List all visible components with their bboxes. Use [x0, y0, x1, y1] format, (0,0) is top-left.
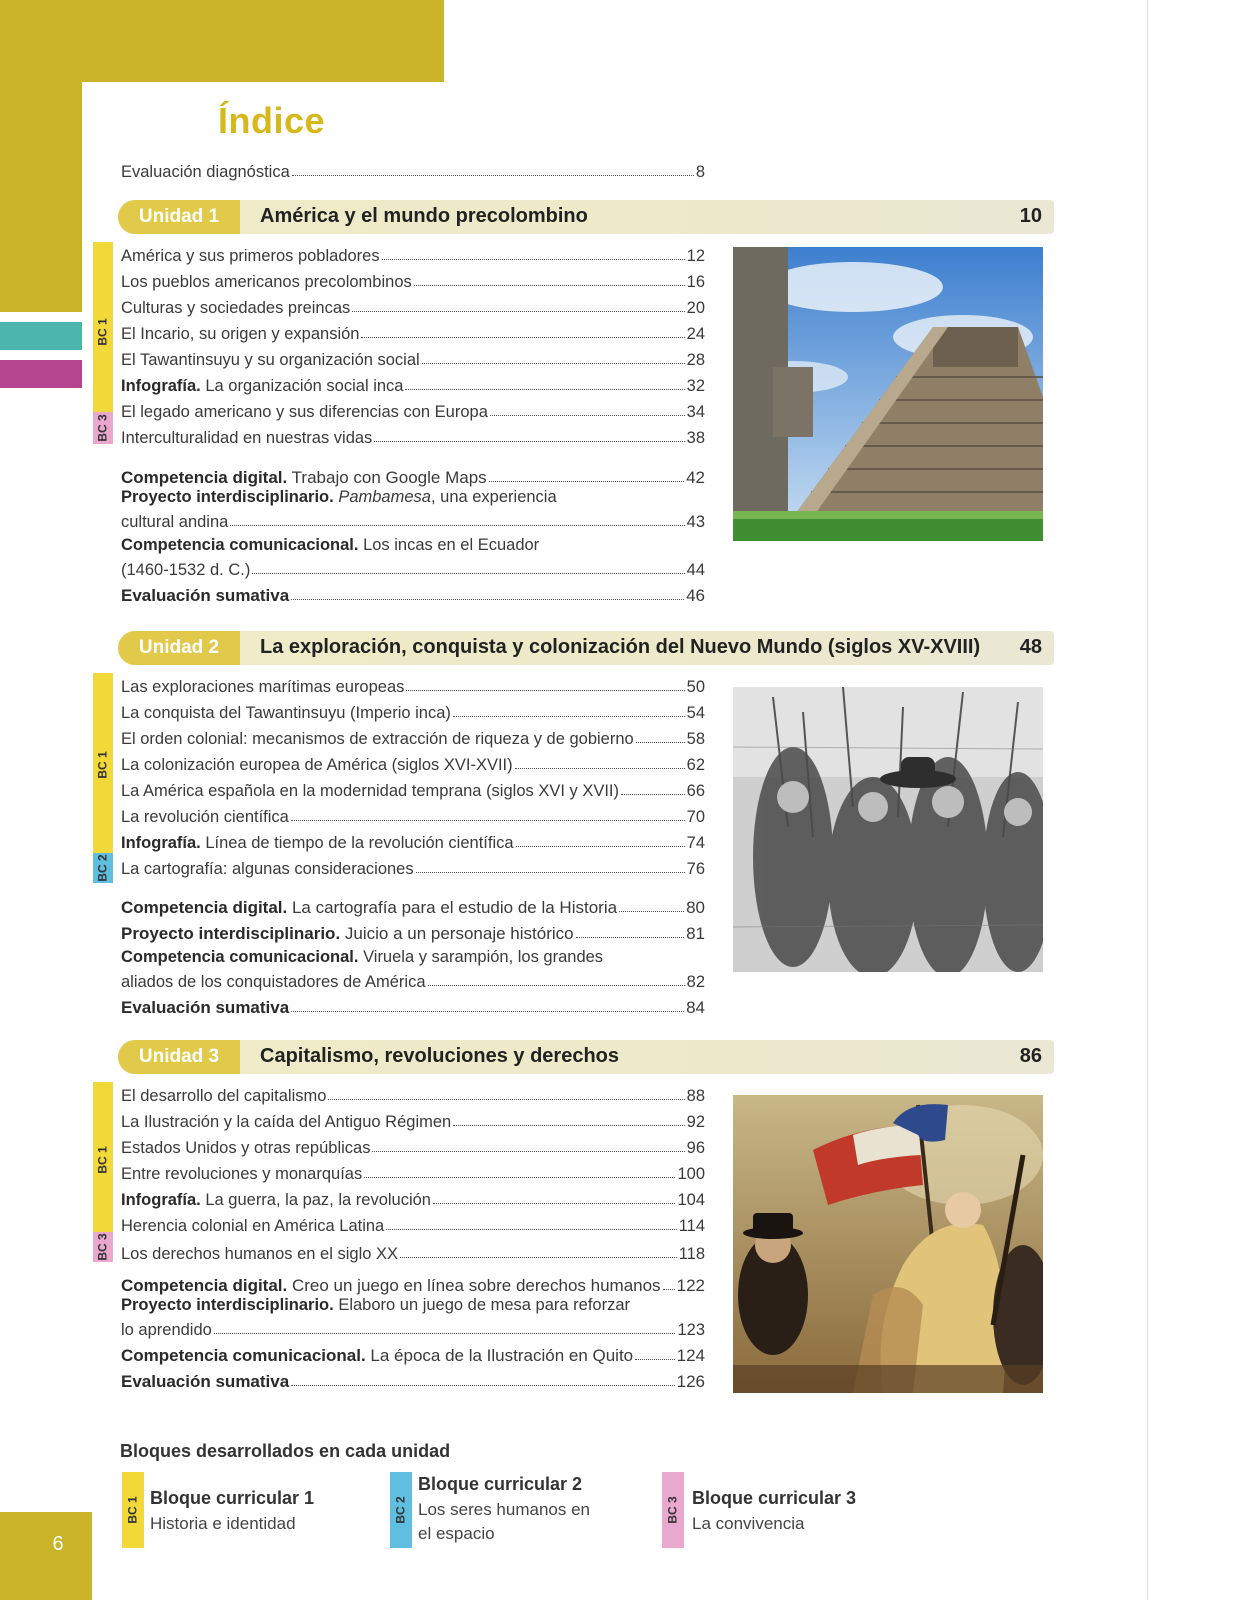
legend-head: Bloque curricular 1 — [150, 1488, 315, 1508]
toc-entry[interactable]: América y sus primeros pobladores 12 — [121, 247, 705, 265]
unit-2-extras — [121, 892, 705, 1018]
unit-1-lessons — [121, 240, 705, 448]
toc-entry-evaluacion[interactable]: Evaluación sumativa 46 — [121, 586, 705, 605]
unit-tag: Unidad 2 — [118, 631, 240, 665]
toc-entry-evaluacion[interactable]: Evaluación sumativa 126 — [121, 1372, 705, 1391]
legend-head: Bloque curricular 2 — [418, 1474, 583, 1494]
toc-entry-evaluacion[interactable]: Evaluación sumativa 84 — [121, 998, 705, 1017]
toc-entry-proyecto[interactable]: Proyecto interdisciplinario. Juicio a un personaje histórico 81 — [121, 924, 705, 943]
pyramid-photo — [733, 247, 1043, 541]
legend-sub: el espacio — [418, 1524, 495, 1543]
toc-entry[interactable]: El legado americano y sus diferencias con Europa 34 — [121, 403, 705, 421]
toc-entry[interactable]: Las exploraciones marítimas europeas 50 — [121, 678, 705, 696]
unit-3-lessons — [121, 1080, 705, 1264]
unit-3-extras — [121, 1270, 705, 1392]
toc-entry[interactable]: La Ilustración y la caída del Antiguo Régimen 92 — [121, 1113, 705, 1131]
toc-entry[interactable]: La conquista del Tawantinsuyu (Imperio inca) 54 — [121, 704, 705, 722]
teal-accent-bar — [0, 322, 82, 350]
unit-page: 86 — [1019, 1045, 1042, 1067]
bc1-swatch-label: BC 1 — [126, 1496, 140, 1524]
toc-entry[interactable]: El orden colonial: mecanismos de extracción de riqueza y de gobierno 58 — [121, 730, 705, 748]
bc2-label: BC 2 — [96, 854, 110, 882]
legend-bc1 — [122, 1472, 362, 1548]
bc3-label: BC 3 — [96, 414, 110, 442]
toc-entry-page: 8 — [695, 163, 705, 181]
side-color-band — [0, 82, 82, 312]
header-color-band — [0, 0, 444, 82]
toc-entry-comunicacional-cont[interactable]: (1460-1532 d. C.) 44 — [121, 561, 705, 579]
toc-entry[interactable]: La revolución científica 70 — [121, 808, 705, 826]
toc-entry-comunicacional[interactable]: Competencia comunicacional. Los incas en el Ecuador — [121, 536, 540, 554]
unit-tag: Unidad 3 — [118, 1040, 240, 1074]
toc-entry[interactable]: Infografía. La organización social inca 32 — [121, 377, 705, 395]
toc-entry[interactable]: El desarrollo del capitalismo 88 — [121, 1087, 705, 1105]
bc2-swatch-label: BC 2 — [394, 1496, 408, 1524]
unit-name: Capitalismo, revoluciones y derechos — [260, 1045, 620, 1067]
toc-entry[interactable]: La América española en la modernidad temprana (siglos XVI y XVII) 66 — [121, 782, 705, 800]
toc-entry-proyecto-cont[interactable]: cultural andina 43 — [121, 513, 705, 531]
toc-entry-proyecto[interactable]: Proyecto interdisciplinario. Pambamesa, una experiencia — [121, 488, 557, 506]
toc-entry[interactable]: Los pueblos americanos precolombinos 16 — [121, 273, 705, 291]
toc-entry-competencia-digital[interactable]: Competencia digital. Creo un juego en línea sobre derechos humanos 122 — [121, 1276, 705, 1295]
unit-tag: Unidad 1 — [118, 200, 240, 234]
toc-entry-proyecto-cont[interactable]: lo aprendido 123 — [121, 1321, 705, 1339]
toc-entry-diagnostica[interactable] — [121, 156, 705, 182]
page-edge-line — [1147, 0, 1148, 1600]
unit-2-header[interactable] — [118, 631, 1054, 665]
dot-leader — [292, 174, 694, 176]
conquest-engraving — [733, 687, 1043, 972]
bc3-label: BC 3 — [96, 1233, 110, 1261]
unit-1-extras — [121, 462, 705, 606]
toc-entry[interactable]: Entre revoluciones y monarquías 100 — [121, 1165, 705, 1183]
bc1-label: BC 1 — [96, 318, 110, 346]
legend-sub: Los seres humanos en — [418, 1500, 590, 1519]
legend-bc3 — [662, 1472, 902, 1548]
toc-entry[interactable]: Estados Unidos y otras repúblicas 96 — [121, 1139, 705, 1157]
bc3-swatch-label: BC 3 — [666, 1496, 680, 1524]
legend-head: Bloque curricular 3 — [692, 1488, 857, 1508]
page-number: 6 — [52, 1532, 64, 1555]
toc-entry[interactable]: Los derechos humanos en el siglo XX 118 — [121, 1245, 705, 1263]
toc-entry-competencia-digital[interactable]: Competencia digital. Trabajo con Google Maps 42 — [121, 468, 705, 487]
toc-entry-comunicacional[interactable]: Competencia comunicacional. Viruela y sarampión, los grandes — [121, 948, 604, 966]
unit-1-header[interactable] — [118, 200, 1054, 234]
toc-entry[interactable]: Culturas y sociedades preincas 20 — [121, 299, 705, 317]
legend-title: Bloques desarrollados en cada unidad — [120, 1441, 451, 1461]
toc-entry-label: Evaluación diagnóstica — [121, 163, 290, 181]
toc-entry-proyecto[interactable]: Proyecto interdisciplinario. Elaboro un juego de mesa para reforzar — [121, 1296, 630, 1314]
bc1-label: BC 1 — [96, 1146, 110, 1174]
unit-3-header[interactable] — [118, 1040, 1054, 1074]
toc-entry[interactable]: La colonización europea de América (siglos XVI-XVII) 62 — [121, 756, 705, 774]
unit-name: La exploración, conquista y colonización del Nuevo Mundo (siglos XV-XVIII) — [260, 636, 981, 658]
toc-entry[interactable]: El Incario, su origen y expansión 24 — [121, 325, 705, 343]
toc-entry[interactable]: La cartografía: algunas consideraciones 76 — [121, 860, 705, 878]
toc-entry-competencia-digital[interactable]: Competencia digital. La cartografía para el estudio de la Historia 80 — [121, 898, 705, 917]
toc-entry-comunicacional[interactable]: Competencia comunicacional. La época de la Ilustración en Quito 124 — [121, 1346, 705, 1365]
toc-entry[interactable]: Infografía. La guerra, la paz, la revolución 104 — [121, 1191, 705, 1209]
toc-entry[interactable]: El Tawantinsuyu y su organización social 28 — [121, 351, 705, 369]
unit-name: América y el mundo precolombino — [260, 205, 588, 227]
liberty-painting — [733, 1095, 1043, 1393]
bc1-label: BC 1 — [96, 751, 110, 779]
toc-entry-comunicacional-cont[interactable]: aliados de los conquistadores de América 82 — [121, 973, 705, 991]
legend-bc2 — [390, 1472, 630, 1548]
toc-entry[interactable]: Infografía. Línea de tiempo de la revolución científica 74 — [121, 834, 705, 852]
toc-entry[interactable]: Herencia colonial en América Latina 114 — [121, 1217, 705, 1235]
toc-entry[interactable]: Interculturalidad en nuestras vidas 38 — [121, 429, 705, 447]
magenta-accent-bar — [0, 360, 82, 388]
unit-page: 10 — [1019, 205, 1042, 227]
unit-page: 48 — [1019, 636, 1042, 658]
page-title: Índice — [218, 100, 326, 141]
legend-sub: Historia e identidad — [150, 1514, 296, 1533]
unit-2-lessons — [121, 671, 705, 879]
legend-sub: La convivencia — [692, 1514, 805, 1533]
